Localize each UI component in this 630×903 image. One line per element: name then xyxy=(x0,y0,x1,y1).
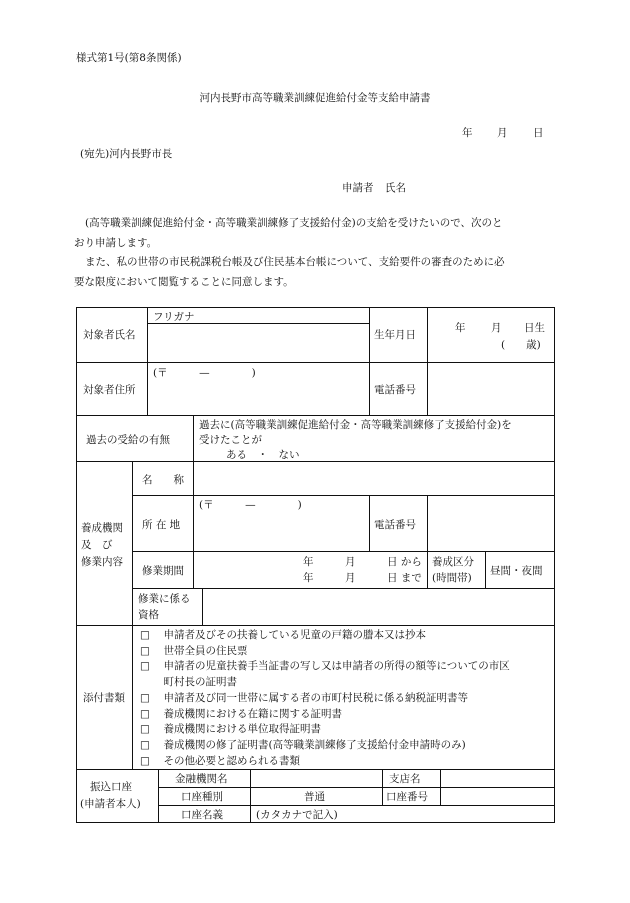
checkbox-icon[interactable]: □ xyxy=(140,707,150,720)
division-label-line1: 養成区分 xyxy=(432,556,474,568)
subject-name-field[interactable] xyxy=(148,324,368,361)
birth-date-label: 生年月日 xyxy=(374,329,416,341)
institution-label-line2: 及 び xyxy=(81,539,113,551)
branch-field[interactable] xyxy=(441,770,554,786)
institution-name-label: 名 称 xyxy=(142,474,184,486)
applicant-label: 申請者 xyxy=(342,182,374,194)
checkbox-icon[interactable]: □ xyxy=(140,723,150,736)
form-number: 様式第1号(第8条関係) xyxy=(76,52,182,64)
study-period-to[interactable]: 年 月 日 まで xyxy=(303,572,422,584)
attachments-label: 添付書類 xyxy=(83,692,125,704)
attachment-item-child-allowance[interactable]: □ 申請者の児童扶養手当証書の写し又は申請者の所得の額等についての市区 xyxy=(140,659,510,675)
birth-month-label: 月 xyxy=(491,322,502,334)
birth-day-label: 日生 xyxy=(524,322,545,334)
attachment-item-resident-record[interactable]: □ 世帯全員の住民票 xyxy=(140,644,510,660)
addressee: (宛先)河内長野市長 xyxy=(80,148,173,160)
past-receipt-choice[interactable]: ある ・ ない xyxy=(226,449,300,461)
account-type-value: 普通 xyxy=(304,791,325,803)
bank-account-label-line1: 振込口座 xyxy=(90,781,132,793)
checkbox-icon[interactable]: □ xyxy=(140,629,150,641)
account-number-field[interactable] xyxy=(441,788,554,804)
subject-name-label: 対象者氏名 xyxy=(83,329,136,341)
date-year-label: 年 xyxy=(462,127,473,139)
past-receipt-label: 過去の受給の有無 xyxy=(86,434,170,446)
attachment-item-enrollment[interactable]: □ 養成機関における在籍に関する証明書 xyxy=(140,707,510,723)
attachment-item-tax-certificate[interactable]: □ 申請者及び同一世帯に属する者の市町村民税に係る納税証明書等 xyxy=(140,691,510,707)
past-receipt-line1: 過去に(高等職業訓練促進給付金・高等職業訓練修了支援給付金)を xyxy=(199,419,512,431)
institution-location-label: 所 在 地 xyxy=(142,519,181,531)
birth-year-label: 年 xyxy=(455,322,466,334)
bank-name-label: 金融機関名 xyxy=(175,773,228,785)
institution-phone-field[interactable] xyxy=(428,496,554,550)
institution-phone-label: 電話番号 xyxy=(374,519,416,531)
account-type-label: 口座種別 xyxy=(181,791,223,803)
postal-code-field[interactable]: (〒 — ) xyxy=(153,367,256,379)
checkbox-icon[interactable]: □ xyxy=(140,660,150,673)
attachment-item-credits[interactable]: □ 養成機関における単位取得証明書 xyxy=(140,722,510,738)
phone-label: 電話番号 xyxy=(374,384,416,396)
intro-p1-line1: (高等職業訓練促進給付金・高等職業訓練修了支援給付金)の支給を受けたいので、次のと xyxy=(85,217,503,229)
attachment-item-family-register[interactable]: □ 申請者及びその扶養している児童の戸籍の謄本又は抄本 xyxy=(140,628,510,644)
checkbox-icon[interactable]: □ xyxy=(140,738,150,751)
division-choice[interactable]: 昼間・夜間 xyxy=(490,565,543,577)
institution-label xyxy=(81,520,123,571)
branch-label: 支店名 xyxy=(389,773,421,785)
date-day-label: 日 xyxy=(533,127,544,139)
study-period-label: 修業期間 xyxy=(142,565,184,577)
past-receipt-line2: 受けたことが xyxy=(199,434,262,446)
intro-p1-line2: おり申請します。 xyxy=(74,236,158,249)
qualification-label-line1: 修業に係る xyxy=(138,593,191,605)
furigana-label: フリガナ xyxy=(153,311,195,323)
age-label: ( 歳) xyxy=(501,339,541,351)
institution-postal-field[interactable]: (〒 — ) xyxy=(199,499,302,511)
institution-label-line3: 修業内容 xyxy=(81,556,123,568)
attachment-item-completion[interactable]: □ 養成機関の修了証明書(高等職業訓練修了支援給付金申請時のみ) xyxy=(140,738,510,754)
bank-account-label-line2: (申請者本人) xyxy=(80,798,141,810)
checkbox-icon[interactable]: □ xyxy=(140,754,150,767)
checkbox-icon[interactable]: □ xyxy=(140,691,150,704)
phone-field[interactable] xyxy=(428,363,554,414)
subject-address-label: 対象者住所 xyxy=(83,384,136,396)
intro-paragraph-1 xyxy=(74,214,556,253)
form-title: 河内長野市高等職業訓練促進給付金等支給申請書 xyxy=(199,92,431,104)
institution-label-line1: 養成機関 xyxy=(81,522,123,534)
qualification-field[interactable] xyxy=(203,589,554,624)
checkbox-icon[interactable]: □ xyxy=(140,644,150,657)
attachment-item-other[interactable]: □ その他必要と認められる書類 xyxy=(140,754,510,770)
institution-name-field[interactable] xyxy=(194,462,554,494)
attachment-item-child-allowance-cont: 町村長の証明書 xyxy=(163,676,237,689)
bank-name-field[interactable] xyxy=(251,770,381,786)
account-holder-label: 口座名義 xyxy=(181,809,223,821)
account-holder-note: (カタカナで記入) xyxy=(256,809,338,821)
date-month-label: 月 xyxy=(497,127,508,139)
intro-paragraph-2 xyxy=(74,253,556,292)
account-number-label: 口座番号 xyxy=(386,791,428,803)
intro-p2-line1: また、私の世帯の市民税課税台帳及び住民基本台帳について、支給要件の審査のために必 xyxy=(85,256,505,268)
qualification-label-line2: 資格 xyxy=(138,609,159,621)
applicant-name-label: 氏名 xyxy=(385,182,406,194)
study-period-from[interactable]: 年 月 日 から xyxy=(303,556,422,568)
division-label-line2: (時間帯) xyxy=(432,572,472,584)
intro-p2-line2: 要な限度において閲覧することに同意します。 xyxy=(74,275,294,288)
attachments-list xyxy=(140,628,510,769)
